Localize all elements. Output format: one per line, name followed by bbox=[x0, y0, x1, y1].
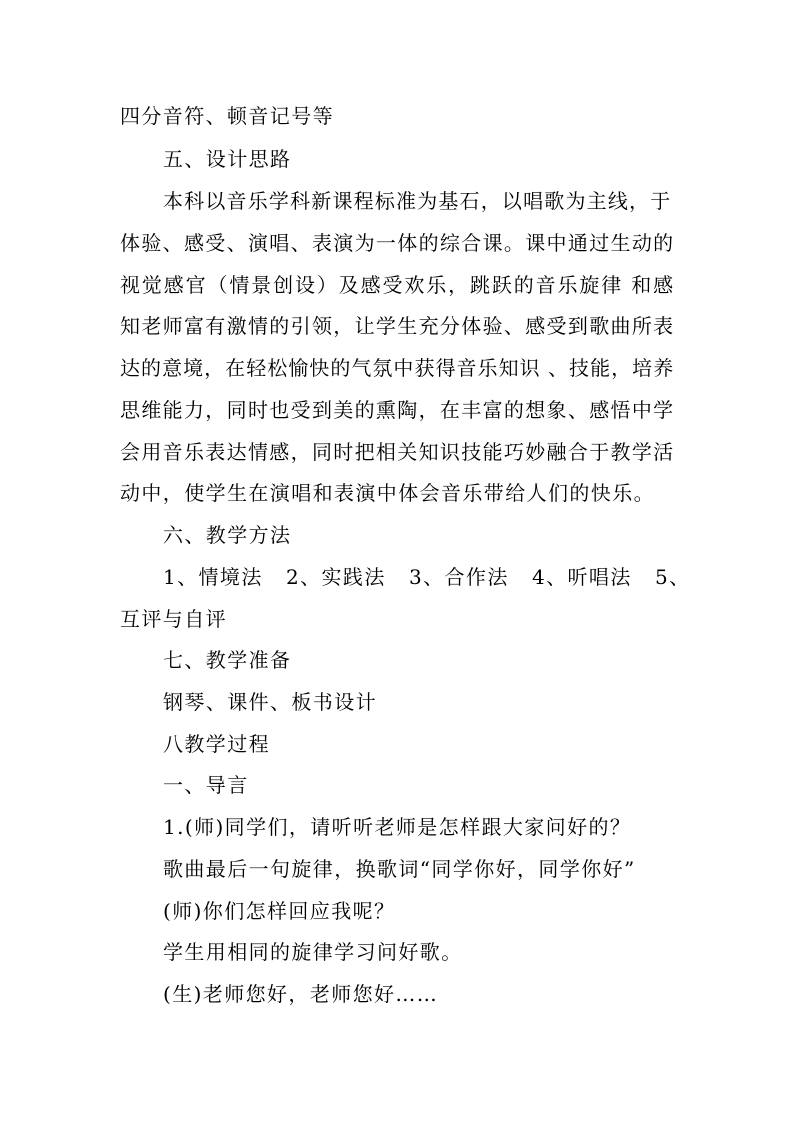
process-line: 1.(师)同学们，请听听老师是怎样跟大家问好的？ bbox=[163, 815, 632, 839]
intro-fragment: 四分音符、顿音记号等 bbox=[120, 104, 334, 128]
section-5-heading: 五、设计思路 bbox=[163, 147, 292, 171]
section-8-heading: 八教学过程 bbox=[163, 732, 270, 756]
section-5-paragraph-line: 本科以音乐学科新课程标准为基石，以唱歌为主线，于 bbox=[163, 189, 671, 213]
process-line: (师)你们怎样回应我呢？ bbox=[163, 899, 396, 923]
section-5-paragraph-line: 视觉感官（情景创设）及感受欢乐，跳跃的音乐旋律 和感 bbox=[120, 273, 674, 297]
introduction-subheading: 一、导言 bbox=[163, 773, 249, 797]
section-5-paragraph-line: 知老师富有激情的引领，让学生充分体验、感受到歌曲所表 bbox=[120, 314, 674, 338]
section-5-paragraph-line: 动中，使学生在演唱和表演中体会音乐带给人们的快乐。 bbox=[120, 481, 655, 505]
section-7-heading: 七、教学准备 bbox=[163, 648, 292, 672]
process-line: (生)老师您好，老师您好…… bbox=[163, 982, 439, 1006]
section-6-heading: 六、教学方法 bbox=[163, 523, 292, 547]
teaching-methods-line: 互评与自评 bbox=[120, 607, 227, 631]
process-line: 学生用相同的旋律学习问好歌。 bbox=[163, 940, 463, 964]
section-5-paragraph-line: 思维能力，同时也受到美的熏陶，在丰富的想象、感悟中学 bbox=[120, 398, 674, 422]
process-line: 歌曲最后一句旋律，换歌词“同学你好，同学你好” bbox=[163, 857, 636, 881]
section-5-paragraph-line: 达的意境，在轻松愉快的气氛中获得音乐知识 、技能，培养 bbox=[120, 356, 674, 380]
teaching-methods-line: 1、情境法 2、实践法 3、合作法 4、听唱法 5、 bbox=[163, 565, 691, 589]
section-5-paragraph-line: 会用音乐表达情感，同时把相关知识技能巧妙融合于教学活 bbox=[120, 440, 674, 464]
section-5-paragraph-line: 体验、感受、演唱、表演为一体的综合课。课中通过生动的 bbox=[120, 231, 674, 255]
teaching-preparation: 钢琴、课件、板书设计 bbox=[163, 690, 377, 714]
